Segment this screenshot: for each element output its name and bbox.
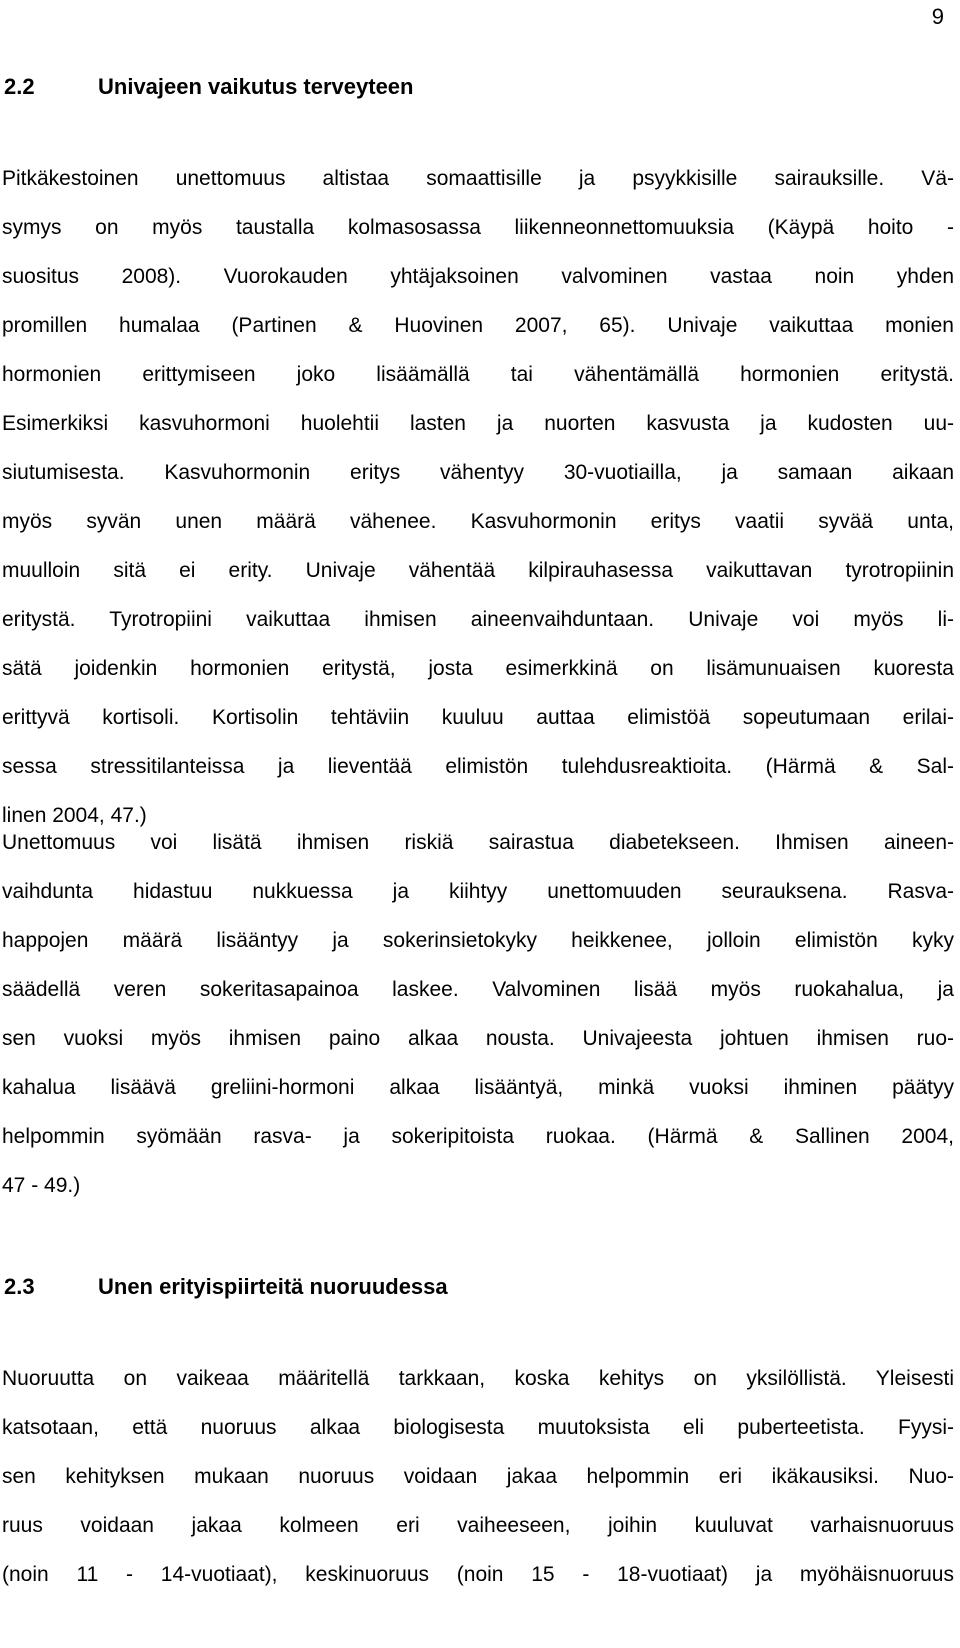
paragraph <box>2 1354 954 1599</box>
text-line: 47 - 49.) <box>2 1174 81 1197</box>
paragraph <box>2 818 954 1210</box>
text-line: suositus 2008). Vuorokauden yhtäjaksoinen valvominen vastaa noin yhden <box>2 265 954 288</box>
text-line: Nuoruutta on vaikeaa määritellä tarkkaan, koska kehitys on yksilöllistä. Yleisesti <box>2 1367 954 1390</box>
section-number: 2.2 <box>4 74 35 99</box>
text-line: kahalua lisäävä greliini-hormoni alkaa lisääntyä, minkä vuoksi ihminen päätyy <box>2 1076 954 1099</box>
paragraph <box>2 154 954 840</box>
text-line: sätä joidenkin hormonien eritystä, josta esimerkkinä on lisämunuaisen kuoresta <box>2 657 954 680</box>
text-line: säädellä veren sokeritasapainoa laskee. Valvominen lisää myös ruokahalua, ja <box>2 978 954 1001</box>
text-line: erittyvä kortisoli. Kortisolin tehtäviin kuuluu auttaa elimistöä sopeutumaan erilai- <box>2 706 954 729</box>
text-line: myös syvän unen määrä vähenee. Kasvuhormonin eritys vaatii syvää unta, <box>2 510 954 533</box>
section-heading <box>4 1272 944 1302</box>
text-line: siutumisesta. Kasvuhormonin eritys vähentyy 30-vuotiailla, ja samaan aikaan <box>2 461 954 484</box>
text-line: happojen määrä lisääntyy ja sokerinsietokyky heikkenee, jolloin elimistön kyky <box>2 929 954 952</box>
text-line: hormonien erittymiseen joko lisäämällä tai vähentämällä hormonien eritystä. <box>2 363 954 386</box>
text-line: ruus voidaan jakaa kolmeen eri vaiheeseen, joihin kuuluvat varhaisnuoruus <box>2 1514 954 1537</box>
text-line: eritystä. Tyrotropiini vaikuttaa ihmisen aineenvaihduntaan. Univaje voi myös li- <box>2 608 954 631</box>
text-line: promillen humalaa (Partinen & Huovinen 2007, 65). Univaje vaikuttaa monien <box>2 314 954 337</box>
text-line: muulloin sitä ei erity. Univaje vähentää kilpirauhasessa vaikuttavan tyrotropiinin <box>2 559 954 582</box>
page-number: 9 <box>931 4 944 29</box>
text-line: (noin 11 - 14-vuotiaat), keskinuoruus (noin 15 - 18-vuotiaat) ja myöhäisnuoruus <box>2 1563 954 1586</box>
text-line: Unettomuus voi lisätä ihmisen riskiä sairastua diabetekseen. Ihmisen aineen- <box>2 831 954 854</box>
section-number: 2.3 <box>4 1274 35 1299</box>
section-title: Unen erityispiirteitä nuoruudessa <box>98 1274 448 1299</box>
text-line: sen kehityksen mukaan nuoruus voidaan jakaa helpommin eri ikäkausiksi. Nuo- <box>2 1465 954 1488</box>
section-heading <box>4 72 944 102</box>
text-line: symys on myös taustalla kolmasosassa liikenneonnettomuuksia (Käypä hoito - <box>2 216 954 239</box>
text-line: sen vuoksi myös ihmisen paino alkaa nousta. Univajeesta johtuen ihmisen ruo- <box>2 1027 954 1050</box>
text-line: sessa stressitilanteissa ja lieventää elimistön tulehdusreaktioita. (Härmä & Sal- <box>2 755 954 778</box>
text-line: Pitkäkestoinen unettomuus altistaa somaattisille ja psyykkisille sairauksille. Vä- <box>2 167 954 190</box>
text-line: Esimerkiksi kasvuhormoni huolehtii lasten ja nuorten kasvusta ja kudosten uu- <box>2 412 954 435</box>
text-line: helpommin syömään rasva- ja sokeripitoista ruokaa. (Härmä & Sallinen 2004, <box>2 1125 954 1148</box>
section-title: Univajeen vaikutus terveyteen <box>98 74 414 99</box>
text-line: katsotaan, että nuoruus alkaa biologisesta muutoksista eli puberteetista. Fyysi- <box>2 1416 954 1439</box>
text-line: vaihdunta hidastuu nukkuessa ja kiihtyy unettomuuden seurauksena. Rasva- <box>2 880 954 903</box>
text-line: linen 2004, 47.) <box>2 804 147 827</box>
